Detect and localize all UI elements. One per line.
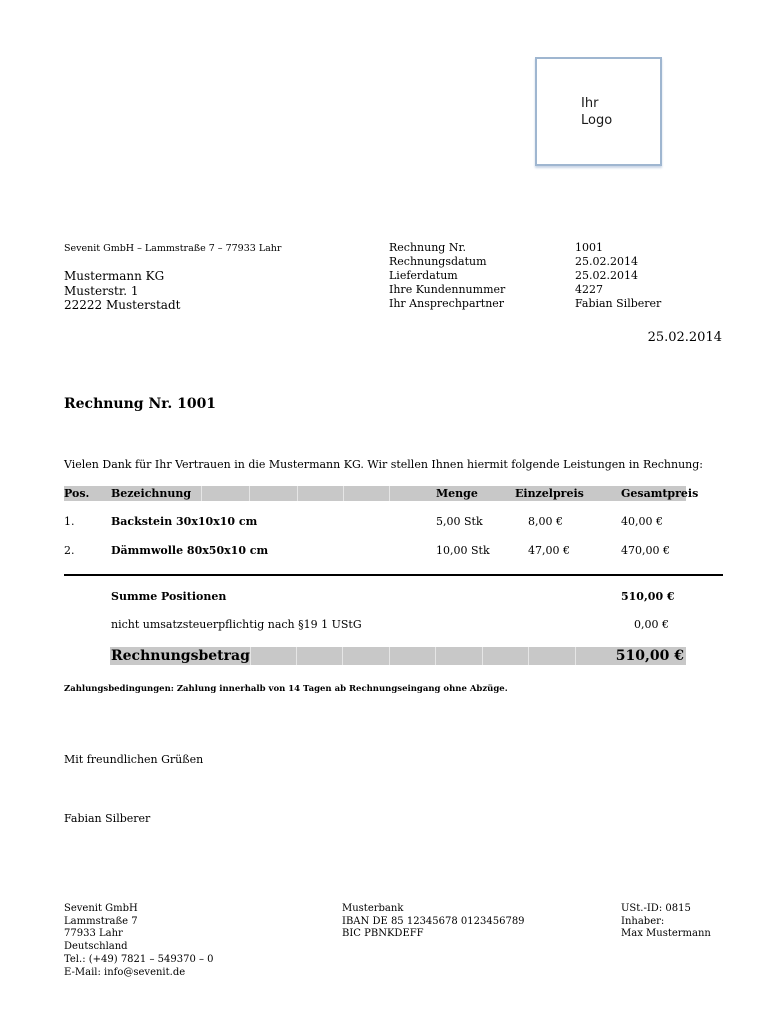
sender-line: Sevenit GmbH – Lammstraße 7 – 77933 Lahr: [64, 243, 282, 254]
header-description: Bezeichnung: [111, 487, 192, 500]
footer-legal-line: Inhaber:: [621, 915, 665, 927]
total-label: Rechnungsbetrag: [111, 648, 250, 664]
footer-bank-line: Musterbank: [342, 903, 404, 914]
header-unit-price: Einzelpreis: [515, 487, 584, 500]
header-total-price: Gesamtpreis: [621, 487, 699, 500]
meta-value: 25.02.2014: [575, 269, 638, 282]
closing-greeting: Mit freundlichen Grüßen: [64, 753, 204, 766]
table-divider: [64, 574, 723, 576]
invoice-date: 25.02.2014: [647, 330, 722, 345]
row-1-unit-price: 8,00 €: [528, 515, 563, 528]
row-2-total-price: 470,00 €: [621, 544, 670, 557]
tax-note: nicht umsatzsteuerpflichtig nach §19 1 UStG: [111, 618, 362, 631]
total-value: 510,00 €: [615, 648, 684, 664]
intro-text: Vielen Dank für Ihr Vertrauen in die Mustermann KG. Wir stellen Ihnen hiermit folgende Leistungen in Rechnung:: [64, 458, 703, 471]
footer-company: [64, 903, 214, 979]
footer-bank: [342, 903, 525, 941]
logo-line-2: Logo: [581, 113, 613, 128]
recipient-street: Musterstr. 1: [64, 283, 139, 298]
footer-legal-line: Max Mustermann: [621, 928, 711, 940]
row-2-unit-price: 47,00 €: [528, 544, 570, 557]
meta-label: Ihr Ansprechpartner: [389, 297, 505, 310]
row-1-quantity: 5,00 Stk: [436, 515, 483, 528]
row-2-description: Dämmwolle 80x50x10 cm: [111, 544, 269, 557]
sum-label: Summe Positionen: [111, 590, 227, 603]
footer-bank-line: IBAN DE 85 12345678 0123456789: [342, 915, 525, 927]
invoice-meta-labels: [389, 241, 505, 311]
footer-company-line: Tel.: (+49) 7821 – 549370 – 0: [64, 953, 214, 965]
footer-legal-line: USt.-ID: 0815: [621, 903, 691, 914]
row-1-pos: 1.: [64, 515, 75, 528]
meta-value: 1001: [575, 241, 603, 254]
payment-terms: Zahlungsbedingungen: Zahlung innerhalb von 14 Tagen ab Rechnungseingang ohne Abzüge.: [64, 684, 508, 694]
tax-value: 0,00 €: [634, 618, 669, 631]
meta-value: Fabian Silberer: [575, 297, 662, 310]
header-pos: Pos.: [64, 487, 90, 500]
footer-legal: [621, 903, 711, 941]
logo-placeholder: [535, 57, 662, 166]
meta-label: Rechnungsdatum: [389, 255, 487, 268]
row-1-total-price: 40,00 €: [621, 515, 663, 528]
meta-label: Rechnung Nr.: [389, 241, 466, 254]
sum-value: 510,00 €: [621, 590, 675, 603]
footer-bank-line: BIC PBNKDEFF: [342, 928, 424, 940]
footer-company-line: Sevenit GmbH: [64, 903, 138, 914]
recipient-address: [64, 269, 180, 313]
row-2-quantity: 10,00 Stk: [436, 544, 490, 557]
row-2-pos: 2.: [64, 544, 75, 557]
signer-name: Fabian Silberer: [64, 812, 151, 825]
meta-value: 4227: [575, 283, 603, 296]
recipient-name: Mustermann KG: [64, 269, 165, 283]
meta-label: Ihre Kundennummer: [389, 283, 506, 296]
recipient-city: 22222 Musterstadt: [64, 298, 181, 312]
logo-line-1: Ihr: [581, 96, 599, 111]
footer-company-line: Lammstraße 7: [64, 915, 138, 927]
row-1-description: Backstein 30x10x10 cm: [111, 515, 258, 528]
meta-value: 25.02.2014: [575, 255, 638, 268]
footer-company-line: E-Mail: info@sevenit.de: [64, 966, 186, 978]
invoice-title: Rechnung Nr. 1001: [64, 396, 217, 412]
footer-company-line: Deutschland: [64, 941, 128, 953]
header-quantity: Menge: [436, 487, 478, 500]
invoice-meta-values: [575, 241, 661, 311]
meta-label: Lieferdatum: [389, 269, 458, 282]
footer-company-line: 77933 Lahr: [64, 928, 123, 940]
